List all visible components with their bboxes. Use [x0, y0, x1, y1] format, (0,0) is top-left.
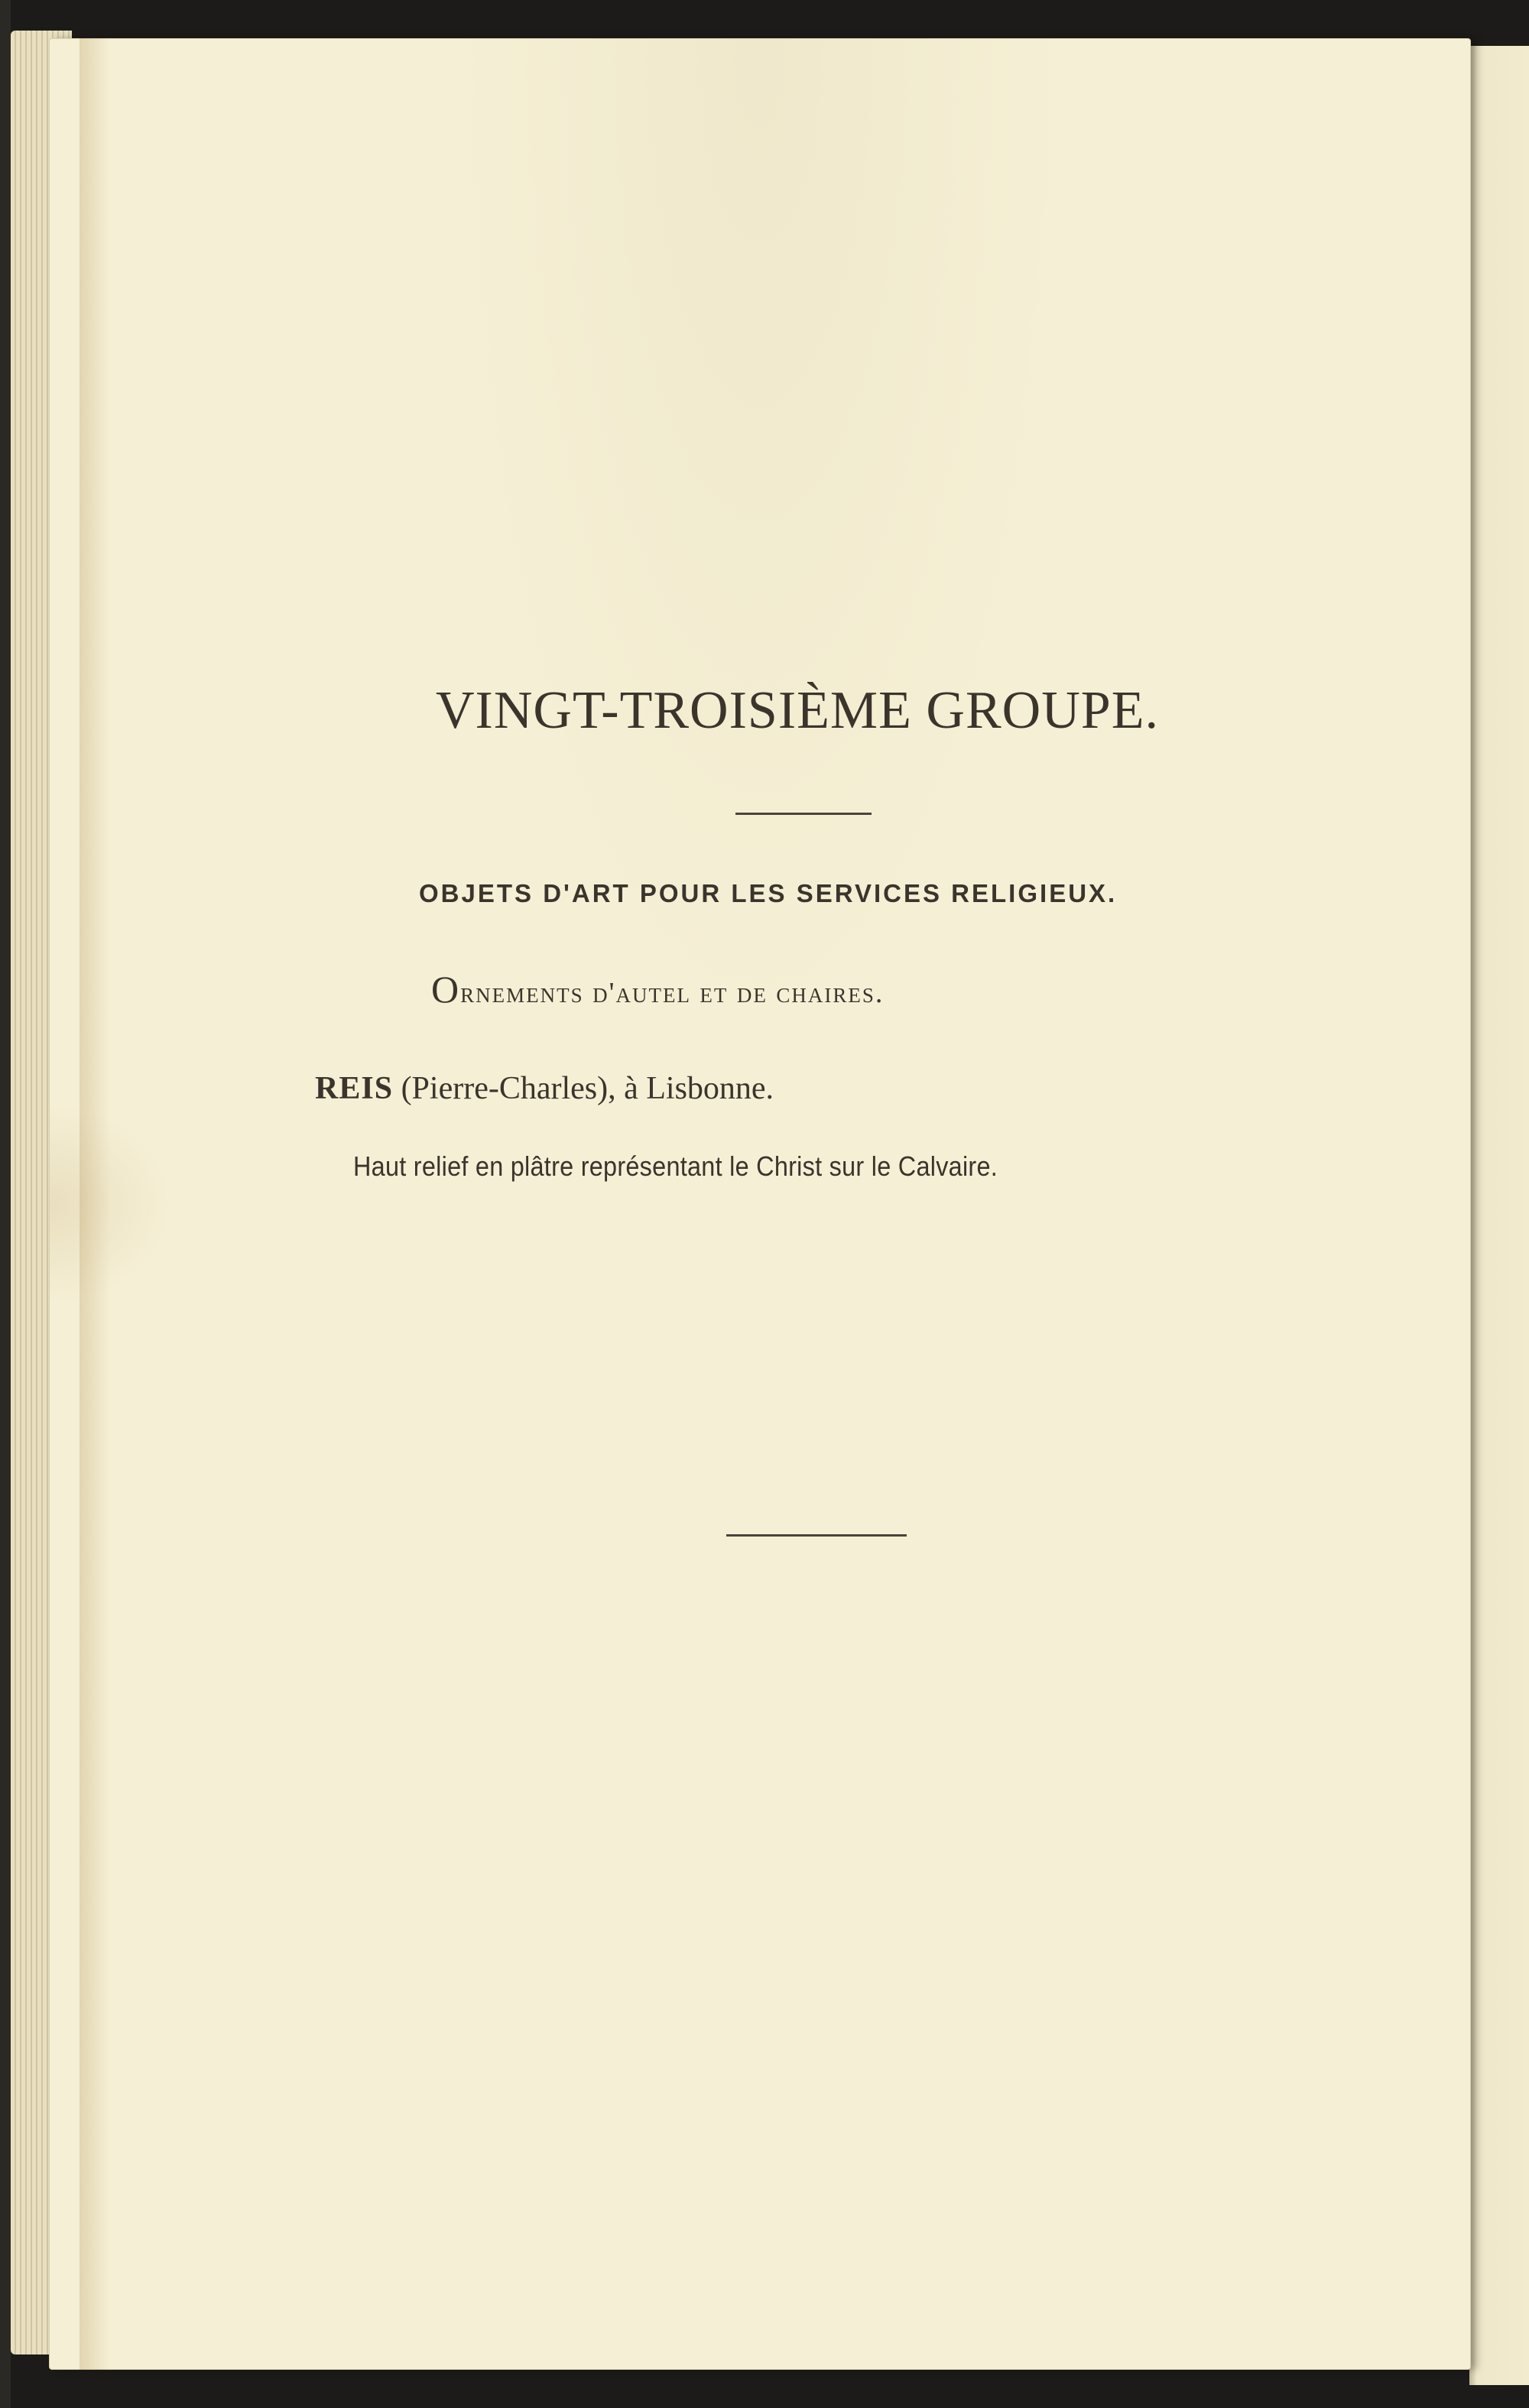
end-divider — [726, 1534, 907, 1537]
exhibitor-name: REIS — [315, 1071, 394, 1106]
group-title: VINGT-TROISIÈME GROUPE. — [436, 681, 1159, 740]
section-heading: OBJETS D'ART POUR LES SERVICES RELIGIEUX. — [419, 879, 1118, 907]
subsection-heading: Ornements d'autel et de chaires. — [431, 968, 885, 1011]
exhibit-description: Haut relief en plâtre représentant le Christ sur le Calvaire. — [353, 1150, 998, 1182]
exhibitor-entry — [315, 1070, 1232, 1107]
title-divider — [735, 813, 872, 815]
exhibitor-details: (Pierre-Charles), à Lisbonne. — [401, 1071, 774, 1106]
